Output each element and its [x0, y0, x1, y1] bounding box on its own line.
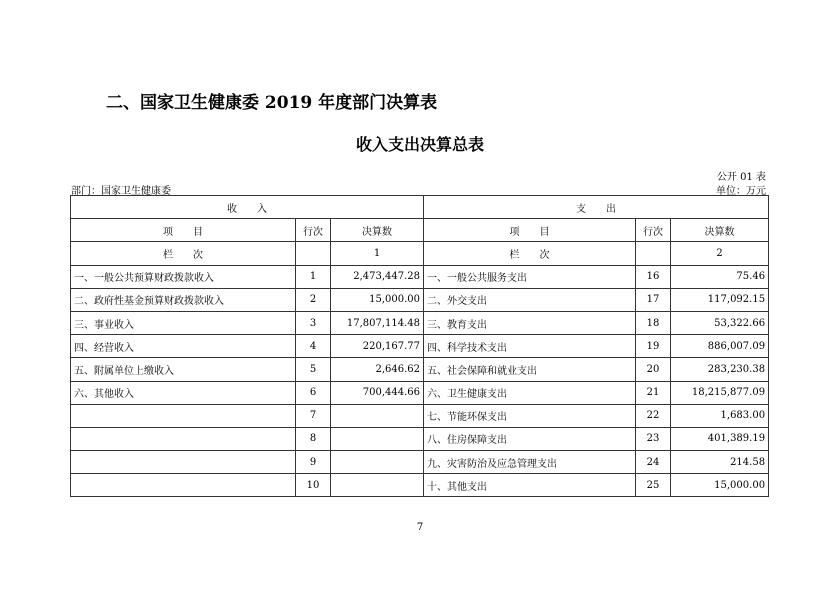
income-item-cell: 二、政府性基金预算财政拨款收入 [71, 288, 296, 311]
table-row [71, 311, 769, 334]
expense-item-cell: 六、卫生健康支出 [424, 381, 636, 404]
expense-column-label: 栏 次 [424, 242, 636, 265]
income-amount-cell: 700,444.66 [331, 381, 424, 404]
table-row [71, 358, 769, 381]
expense-line-header: 行次 [636, 219, 671, 242]
expense-amount-cell: 1,683.00 [671, 404, 769, 427]
expense-line-cell: 16 [636, 265, 671, 288]
expense-item-header: 项 目 [424, 219, 636, 242]
income-amount-cell: 2,646.62 [331, 358, 424, 381]
expense-line-cell: 23 [636, 427, 671, 450]
table-title: 收入支出决算总表 [355, 135, 484, 154]
expense-amount-cell: 15,000.00 [671, 474, 769, 497]
income-amount-cell: 15,000.00 [331, 288, 424, 311]
section-header-row [71, 196, 769, 219]
income-amount-cell: 220,167.77 [331, 335, 424, 358]
expense-item-cell: 五、社会保障和就业支出 [424, 358, 636, 381]
expense-amount-cell: 53,322.66 [671, 311, 769, 334]
income-line-blank [296, 242, 331, 265]
expense-item-cell: 二、外交支出 [424, 288, 636, 311]
income-line-cell: 4 [296, 335, 331, 358]
income-item-cell [71, 474, 296, 497]
expense-section-header: 支 出 [424, 196, 769, 219]
expense-line-cell: 17 [636, 288, 671, 311]
table-row [71, 288, 769, 311]
income-item-header: 项 目 [71, 219, 296, 242]
income-line-cell: 2 [296, 288, 331, 311]
income-line-cell: 6 [296, 381, 331, 404]
income-amount-cell [331, 451, 424, 474]
table-row [71, 451, 769, 474]
expense-item-cell: 一、一般公共服务支出 [424, 265, 636, 288]
expense-amount-cell: 18,215,877.09 [671, 381, 769, 404]
income-line-cell: 10 [296, 474, 331, 497]
expense-amount-cell: 283,230.38 [671, 358, 769, 381]
income-line-cell: 1 [296, 265, 331, 288]
expense-amount-cell: 75.46 [671, 265, 769, 288]
table-row [71, 265, 769, 288]
income-item-cell: 三、事业收入 [71, 311, 296, 334]
income-line-cell: 3 [296, 311, 331, 334]
expense-amount-cell: 401,389.19 [671, 427, 769, 450]
section-heading: 二、国家卫生健康委 2019 年度部门决算表 [106, 93, 438, 113]
income-line-cell: 7 [296, 404, 331, 427]
expense-line-cell: 18 [636, 311, 671, 334]
expense-line-blank [636, 242, 671, 265]
expense-line-cell: 21 [636, 381, 671, 404]
expense-line-cell: 24 [636, 451, 671, 474]
income-amount-cell: 2,473,447.28 [331, 265, 424, 288]
income-amount-cell [331, 427, 424, 450]
department-label: 部门：国家卫生健康委 [71, 186, 171, 197]
table-row [71, 427, 769, 450]
income-line-cell: 9 [296, 451, 331, 474]
income-item-cell: 五、附属单位上缴收入 [71, 358, 296, 381]
income-line-header: 行次 [296, 219, 331, 242]
expense-amount-cell: 886,007.09 [671, 335, 769, 358]
income-amount-header: 决算数 [331, 219, 424, 242]
expense-column-index: 2 [671, 242, 769, 265]
expense-item-cell: 七、节能环保支出 [424, 404, 636, 427]
table-row [71, 381, 769, 404]
income-item-cell [71, 404, 296, 427]
income-amount-cell [331, 474, 424, 497]
income-line-cell: 5 [296, 358, 331, 381]
table-row [71, 474, 769, 497]
expense-line-cell: 19 [636, 335, 671, 358]
income-line-cell: 8 [296, 427, 331, 450]
table-row [71, 335, 769, 358]
column-header-row [71, 219, 769, 242]
column-index-row [71, 242, 769, 265]
expense-line-cell: 20 [636, 358, 671, 381]
expense-amount-cell: 117,092.15 [671, 288, 769, 311]
page-number: 7 [416, 522, 424, 533]
expense-amount-header: 决算数 [671, 219, 769, 242]
expense-amount-cell: 214.58 [671, 451, 769, 474]
income-item-cell: 四、经营收入 [71, 335, 296, 358]
expense-item-cell: 十、其他支出 [424, 474, 636, 497]
table-row [71, 404, 769, 427]
form-code: 公开 01 表 [716, 172, 766, 183]
expense-item-cell: 三、教育支出 [424, 311, 636, 334]
income-item-cell [71, 427, 296, 450]
unit-label: 单位：万元 [716, 186, 766, 197]
income-amount-cell [331, 404, 424, 427]
income-column-index: 1 [331, 242, 424, 265]
expense-item-cell: 八、住房保障支出 [424, 427, 636, 450]
income-section-header: 收 入 [71, 196, 424, 219]
income-item-cell [71, 451, 296, 474]
expense-line-cell: 25 [636, 474, 671, 497]
expense-item-cell: 四、科学技术支出 [424, 335, 636, 358]
expense-line-cell: 22 [636, 404, 671, 427]
income-amount-cell: 17,807,114.48 [331, 311, 424, 334]
income-expense-table [70, 195, 769, 497]
expense-item-cell: 九、灾害防治及应急管理支出 [424, 451, 636, 474]
income-item-cell: 一、一般公共预算财政拨款收入 [71, 265, 296, 288]
income-item-cell: 六、其他收入 [71, 381, 296, 404]
income-column-label: 栏 次 [71, 242, 296, 265]
